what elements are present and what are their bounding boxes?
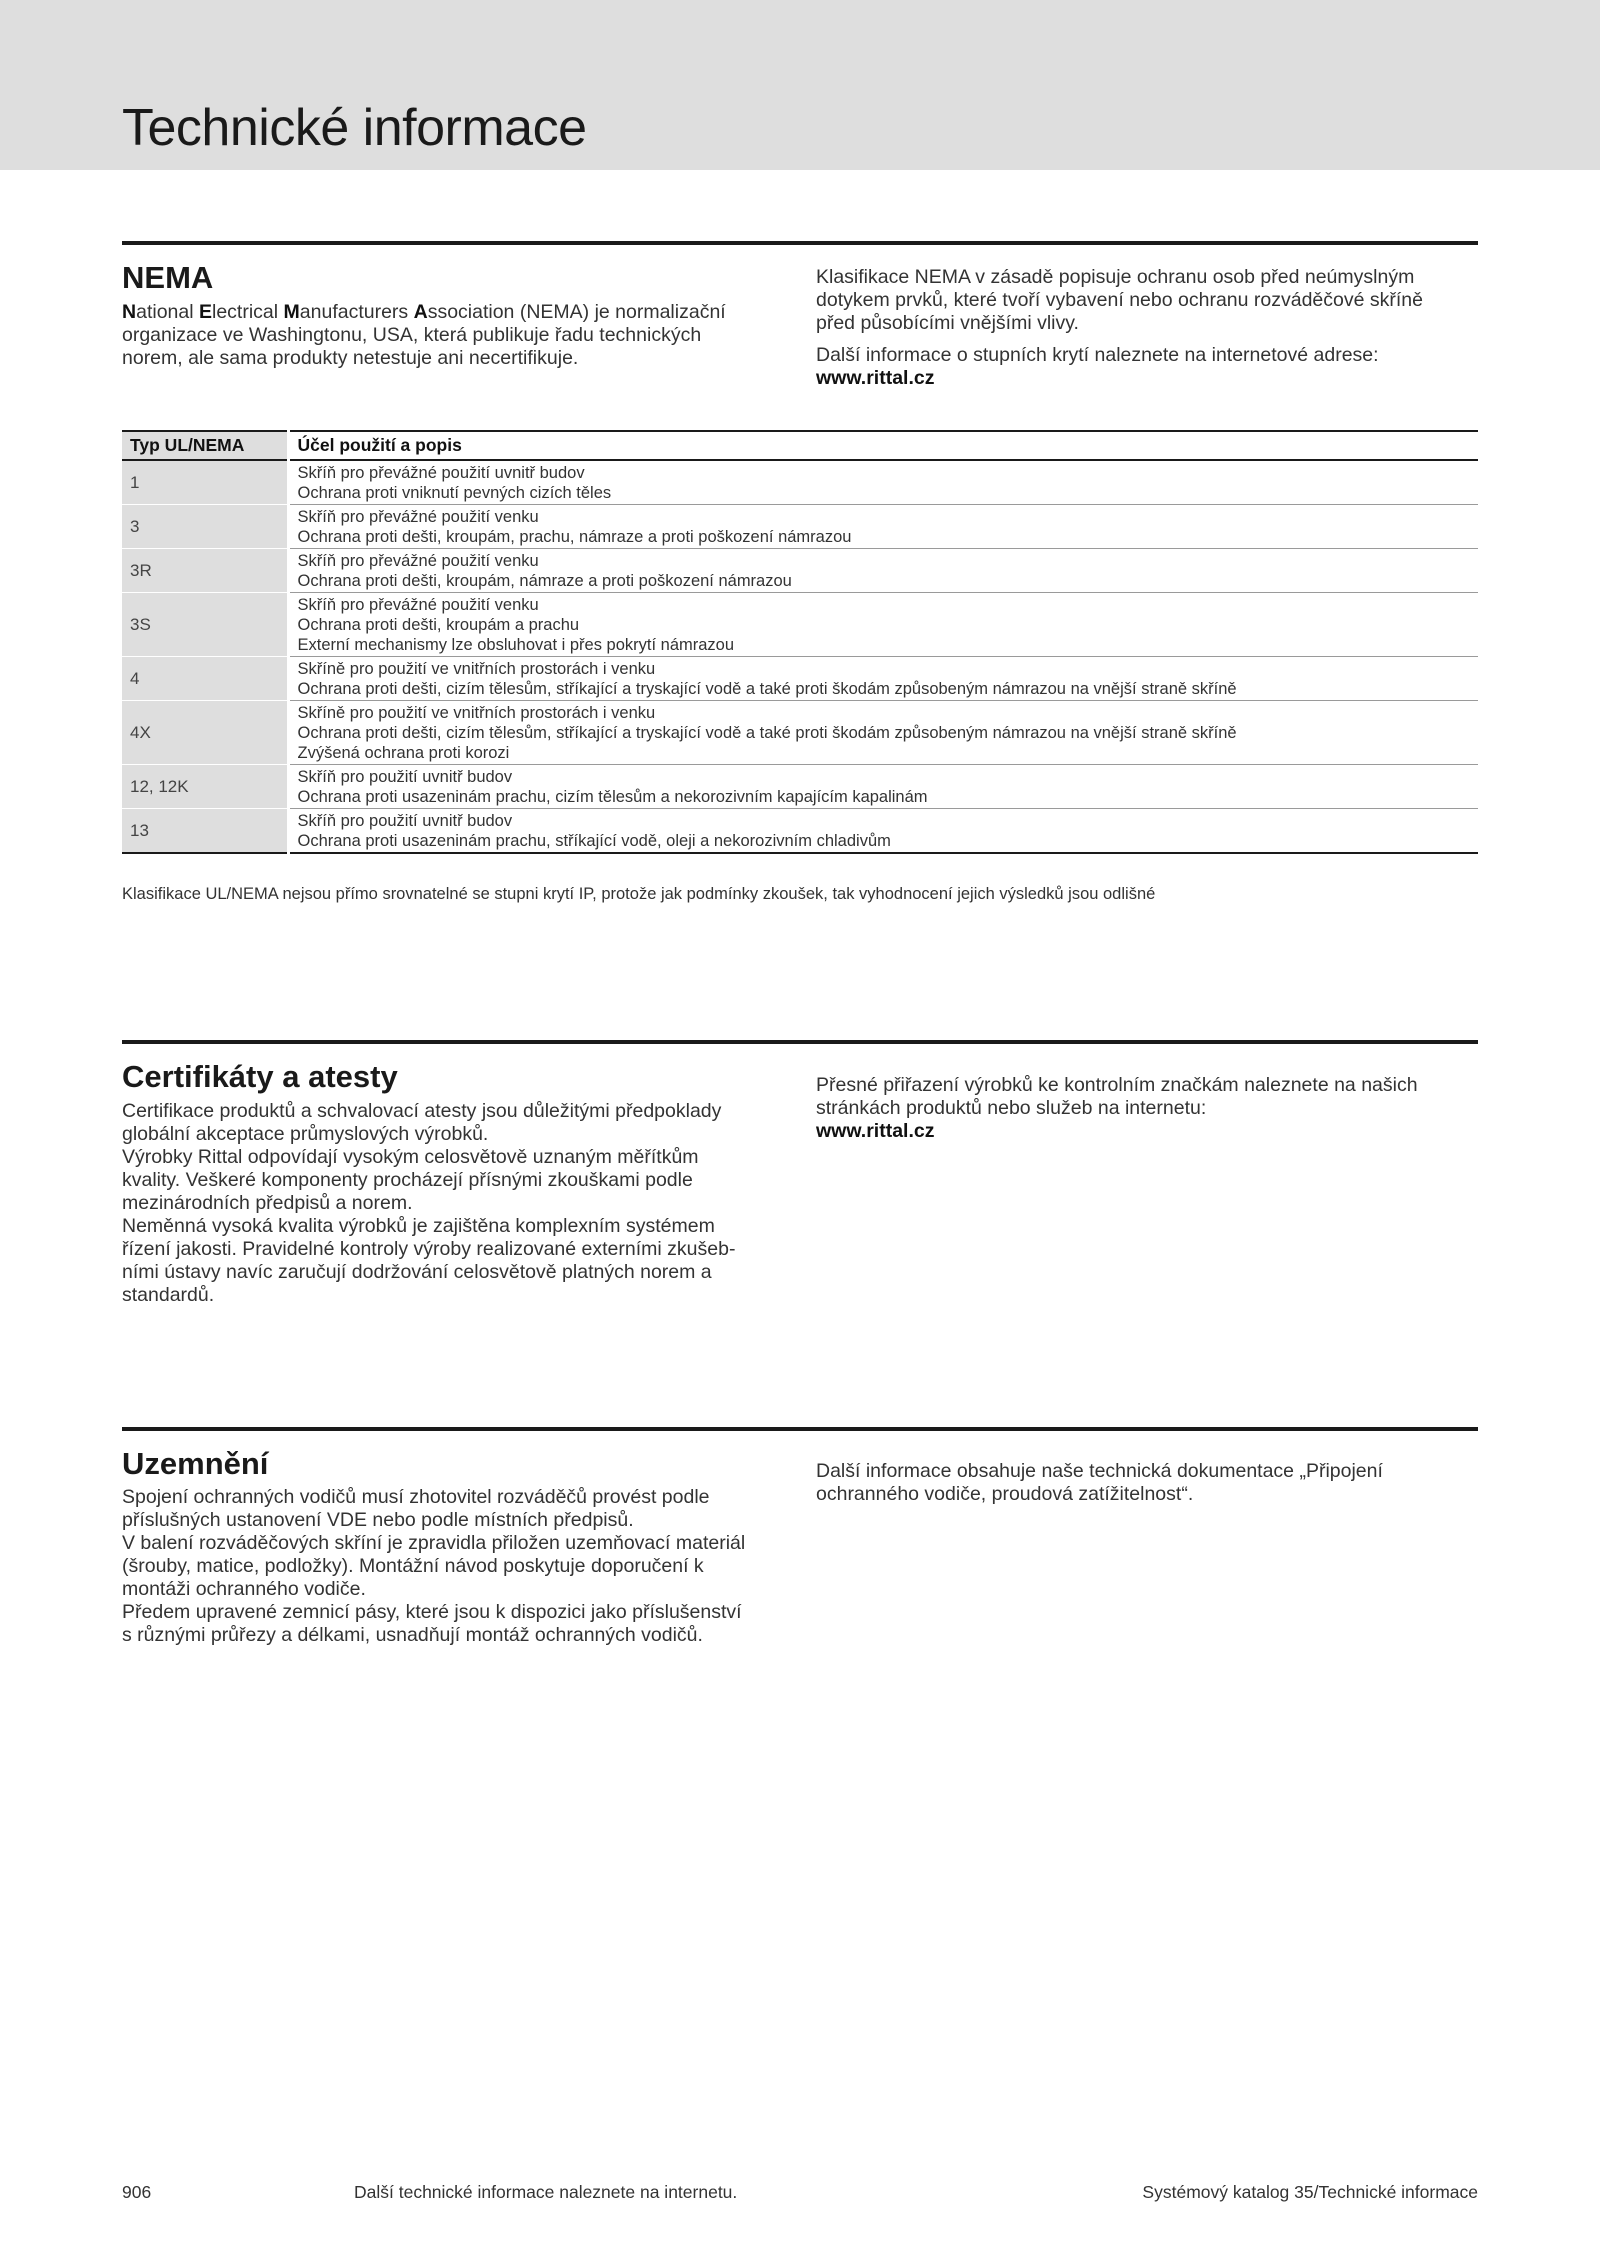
table-header-row (122, 431, 1478, 460)
table-cell-type: 12, 12K (122, 765, 288, 809)
grounding-line: příslušných ustanovení VDE nebo podle místních předpisů. (122, 1509, 634, 1531)
description-line: Ochrana proti dešti, cizím tělesům, stříkající a tryskající vodě a také proti škodám způsobeným námrazou na vnější straně skříně (297, 680, 1237, 698)
description-line: Zvýšená ochrana proti korozi (297, 744, 510, 762)
description-line: Skříň pro převážné použití venku (297, 552, 539, 570)
certs-line: Neměnná vysoká kvalita výrobků je zajištěna komplexním systémem (122, 1215, 715, 1237)
section-rule-grounding (122, 1427, 1478, 1431)
grounding-line: V balení rozváděčových skříní je zpravidla přiložen uzemňovací materiál (122, 1532, 746, 1554)
certs-line: Certifikace produktů a schvalovací atesty jsou důležitými předpoklady (122, 1100, 722, 1122)
grounding-line: montáži ochranného vodiče. (122, 1578, 366, 1600)
table-cell-description (288, 593, 1478, 657)
description-line: Ochrana proti dešti, kroupám, prachu, námraze a proti poškození námrazou (297, 528, 852, 546)
table-cell-description (288, 657, 1478, 701)
acronym-rest: ssociation (427, 301, 515, 323)
description-line: Ochrana proti vniknutí pevných cizích těles (297, 484, 612, 502)
nema-classification-line: dotykem prvků, které tvoří vybavení nebo ochranu rozváděčové skříně (816, 289, 1423, 311)
table-row (122, 765, 1478, 809)
grounding-text (122, 1486, 782, 1647)
certs-info-line: stránkách produktů nebo služeb na internetu: (816, 1097, 1207, 1119)
certs-line: mezinárodních předpisů a norem. (122, 1192, 413, 1214)
table-cell-type: 4 (122, 657, 288, 701)
section-title-nema: NEMA (122, 260, 214, 295)
table-cell-type: 3R (122, 549, 288, 593)
acronym-rest: anufacturers (299, 301, 414, 323)
table-cell-type: 4X (122, 701, 288, 765)
certs-line: Výrobky Rittal odpovídají vysokým celosvětově uznaným měřítkům (122, 1146, 699, 1168)
nema-intro-line: organizace ve Washingtonu, USA, která publikuje řadu technických (122, 324, 702, 346)
page-number: 906 (122, 2182, 152, 2202)
grounding-info-line: Další informace obsahuje naše technická dokumentace „Připojení (816, 1460, 1383, 1482)
grounding-info-line: ochranného vodiče, proudová zatížitelnost“. (816, 1483, 1194, 1505)
nema-table (122, 430, 1478, 854)
nema-classification-line: před působícími vnějšími vlivy. (816, 312, 1079, 334)
nema-intro-line (122, 301, 782, 324)
footer-center-text: Další technické informace naleznete na internetu. (354, 2182, 738, 2202)
certs-line: kvality. Veškeré komponenty procházejí přísnými zkouškami podle (122, 1169, 693, 1191)
certs-info-line: Přesné přiřazení výrobků ke kontrolním značkám naleznete na našich (816, 1074, 1418, 1096)
certs-line: globální akceptace průmyslových výrobků. (122, 1123, 489, 1145)
table-row (122, 657, 1478, 701)
certs-info (816, 1074, 1478, 1143)
description-line: Skříně pro použití ve vnitřních prostorách i venku (297, 704, 656, 722)
description-line: Externí mechanismy lze obsluhovat i přes pokrytí námrazou (297, 636, 735, 654)
table-cell-type: 3 (122, 505, 288, 549)
table-row (122, 809, 1478, 854)
description-line: Ochrana proti dešti, cizím tělesům, stříkající a tryskající vodě a také proti škodám způsobeným námrazou na vnější straně skříně (297, 724, 1237, 742)
acronym-rest: ational (136, 301, 199, 323)
table-cell-type: 13 (122, 809, 288, 854)
section-rule-certs (122, 1040, 1478, 1044)
grounding-line: Spojení ochranných vodičů musí zhotovitel rozváděčů provést podle (122, 1486, 710, 1508)
description-line: Skříň pro převážné použití venku (297, 596, 539, 614)
table-header-description: Účel použití a popis (288, 431, 1478, 460)
grounding-info (816, 1460, 1478, 1506)
table-row (122, 460, 1478, 505)
footer-catalog-title: Systémový katalog 35/Technické informace (1142, 2182, 1478, 2202)
description-line: Skříň pro převážné použití venku (297, 508, 539, 526)
table-cell-description (288, 701, 1478, 765)
table-cell-description (288, 809, 1478, 854)
description-line: Skříň pro použití uvnitř budov (297, 812, 513, 830)
acronym-initial: E (198, 301, 212, 323)
description-line: Skříň pro převážné použití uvnitř budov (297, 464, 585, 482)
table-row (122, 593, 1478, 657)
acronym-rest: lectrical (212, 301, 284, 323)
acronym-initial: M (283, 301, 300, 323)
table-cell-description (288, 549, 1478, 593)
certs-line: ními ústavy navíc zaručují dodržování celosvětově platných norem a (122, 1261, 712, 1283)
acronym-after: (NEMA) je normalizační (514, 301, 726, 323)
table-header-type: Typ UL/NEMA (122, 431, 288, 460)
grounding-line: (šrouby, matice, podložky). Montážní návod poskytuje doporučení k (122, 1555, 704, 1577)
section-rule-nema (122, 241, 1478, 245)
description-line: Ochrana proti usazeninám prachu, cizím tělesům a nekorozivním kapajícím kapalinám (297, 788, 928, 806)
table-row (122, 549, 1478, 593)
certs-line: standardů. (122, 1284, 215, 1306)
certs-url-link[interactable]: www.rittal.cz (816, 1120, 935, 1142)
table-cell-type: 1 (122, 460, 288, 505)
description-line: Ochrana proti dešti, kroupám, námraze a proti poškození námrazou (297, 572, 792, 590)
nema-url-link[interactable]: www.rittal.cz (816, 367, 935, 389)
acronym-initial: A (413, 301, 428, 323)
nema-classification-line: Klasifikace NEMA v zásadě popisuje ochranu osob před neúmyslným (816, 266, 1415, 288)
section-title-grounding: Uzemnění (122, 1446, 269, 1481)
table-row (122, 505, 1478, 549)
table-cell-type: 3S (122, 593, 288, 657)
table-cell-description (288, 460, 1478, 505)
description-line: Skříně pro použití ve vnitřních prostorách i venku (297, 660, 656, 678)
table-cell-description (288, 765, 1478, 809)
nema-intro-line: norem, ale sama produkty netestuje ani necertifikuje. (122, 347, 579, 369)
page-title: Technické informace (122, 99, 587, 157)
description-line: Ochrana proti usazeninám prachu, stříkající vodě, oleji a nekorozivním chladivům (297, 832, 891, 850)
certs-text (122, 1100, 782, 1307)
grounding-line: s různými průřezy a délkami, usnadňují montáž ochranných vodičů. (122, 1624, 703, 1646)
description-line: Ochrana proti dešti, kroupám a prachu (297, 616, 580, 634)
description-line: Skříň pro použití uvnitř budov (297, 768, 513, 786)
nema-classification (816, 266, 1478, 390)
nema-more-info: Další informace o stupních krytí naleznete na internetové adrese: (816, 344, 1379, 366)
table-footnote: Klasifikace UL/NEMA nejsou přímo srovnatelné se stupni krytí IP, protože jak podmínky zkoušek, tak vyhodnocení jejich výsledků jsou odlišné (122, 885, 1156, 903)
table-cell-description (288, 505, 1478, 549)
grounding-line: Předem upravené zemnicí pásy, které jsou k dispozici jako příslušenství (122, 1601, 742, 1623)
section-title-certs: Certifikáty a atesty (122, 1059, 398, 1094)
table-row (122, 701, 1478, 765)
certs-line: řízení jakosti. Pravidelné kontroly výroby realizované externími zkušeb- (122, 1238, 736, 1260)
acronym-initial: N (122, 301, 137, 323)
nema-intro (122, 301, 782, 370)
